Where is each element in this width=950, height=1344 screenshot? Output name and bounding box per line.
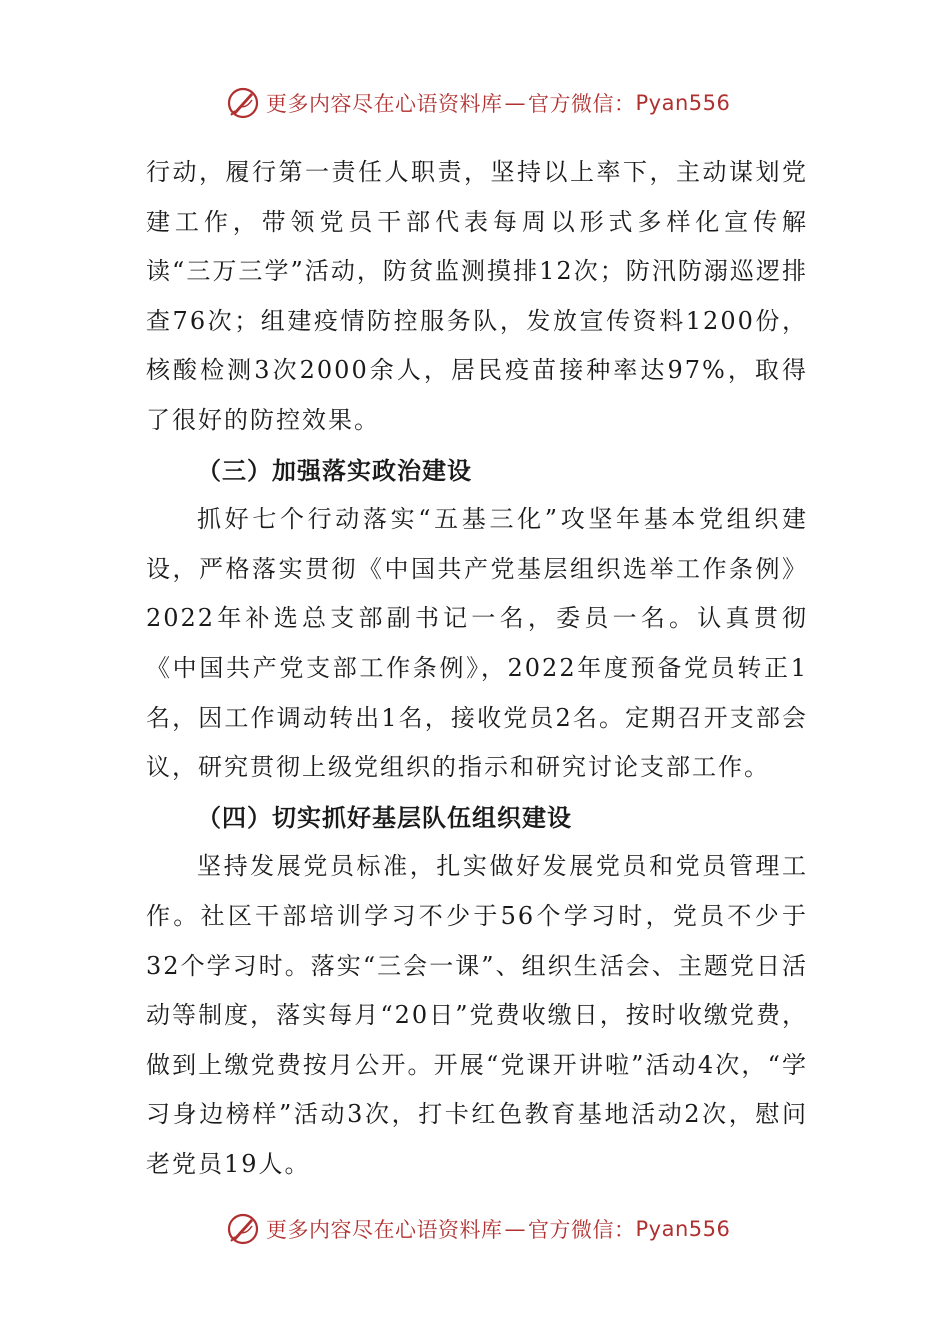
watermark-main-text: 更多内容尽在心语资料库 <box>266 1218 503 1242</box>
section-heading-team-organization: （四）切实抓好基层队伍组织建设 <box>197 802 572 832</box>
watermark-separator: — <box>504 1217 526 1241</box>
section-heading-political-construction: （三）加强落实政治建设 <box>197 455 472 485</box>
quill-pen-logo-icon <box>226 86 260 120</box>
paragraph-political-construction: 抓好七个行动落实“五基三化”攻坚年基本党组织建设，严格落实贯彻《中国共产党基层组织选举工作条例》2022年补选总支部副书记一名，委员一名。认真贯彻《中国共产党支部工作条例》，2022年度预备党员转正1名，因工作调动转出1名，接收党员2名。定期召开支部会议，研究贯彻上级党组织的指示和研究讨论支部工作。 <box>146 505 808 782</box>
footer-watermark <box>226 1212 730 1246</box>
watermark-official-label: 官方微信： <box>528 92 636 116</box>
header-watermark <box>226 86 730 120</box>
paragraph-team-organization: 坚持发展党员标准，扎实做好发展党员和党员管理工作。社区干部培训学习不少于56个学习时，党员不少于32个学习时。落实“三会一课”、组织生活会、主题党日活动等制度，落实每月“20日”党费收缴日，按时收缴党费，做到上缴党费按月公开。开展“党课开讲啦”活动4次，“学习身边榜样”活动3次，打卡红色教育基地活动2次，慰问老党员19人。 <box>146 852 808 1178</box>
paragraph-action-summary: 行动，履行第一责任人职责，坚持以上率下，主动谋划党建工作，带领党员干部代表每周以形式多样化宣传解读“三万三学”活动，防贫监测摸排12次；防汛防溺巡逻排查76次；组建疫情防控服务队，发放宣传资料1200份，核酸检测3次2000余人，居民疫苗接种率达97%，取得了很好的防控效果。 <box>146 158 808 434</box>
document-body <box>146 148 808 1189</box>
watermark-wechat-id: Pyan556 <box>635 1217 731 1241</box>
watermark-official-label: 官方微信： <box>528 1218 636 1242</box>
watermark-separator: — <box>504 91 526 115</box>
watermark-main-text: 更多内容尽在心语资料库 <box>266 92 503 116</box>
quill-pen-logo-icon <box>226 1212 260 1246</box>
watermark-wechat-id: Pyan556 <box>635 91 731 115</box>
